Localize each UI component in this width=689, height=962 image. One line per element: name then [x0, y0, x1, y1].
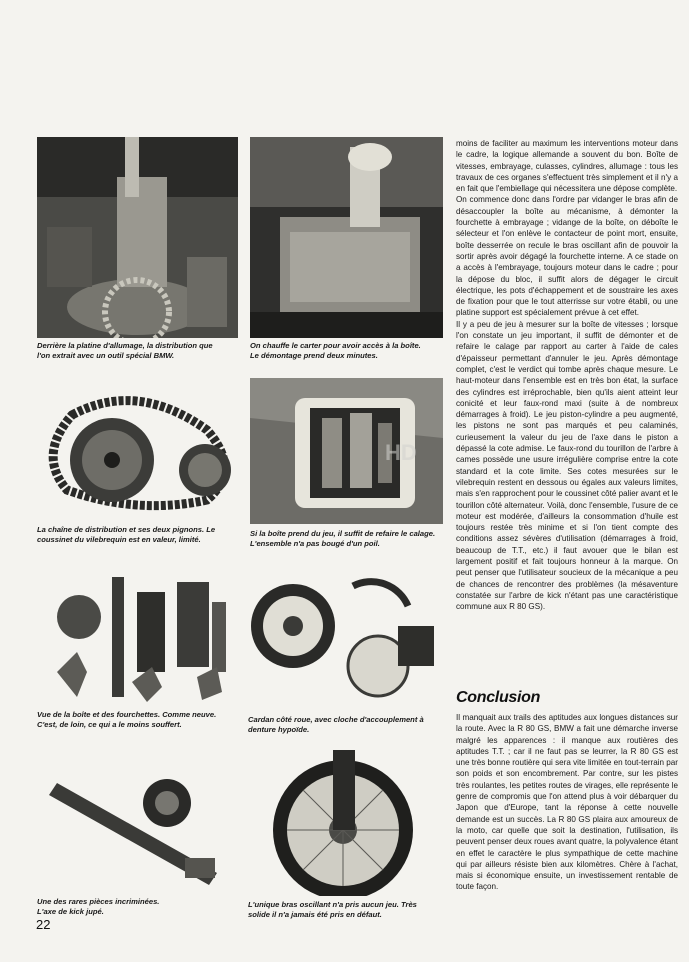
caption-line: Le démontage prend deux minutes. — [250, 350, 378, 360]
caption-timing-chain — [37, 525, 215, 544]
caption-distribution-tool — [37, 341, 213, 360]
article-paragraph: moins de faciliter au maximum les interventions moteur dans le cadre, la logique allemande a souvent du bon. Boîte de vitesses, embrayage, culasses, cylindres, allumage : tous les travaux de ces organes s'effectuent très simplement et il n'y a en fait que l'embiellage qui nécessitera une dépose complète. — [456, 139, 678, 194]
photo-kick-shaft — [37, 763, 238, 896]
caption-line: On chauffe le carter pour avoir accès à la boîte. — [250, 341, 421, 350]
photo-cardan — [248, 566, 443, 706]
photo-gearbox-shimming — [250, 378, 443, 524]
caption-line: Si la boîte prend du jeu, il suffit de refaire le calage. — [250, 529, 436, 538]
caption-gearbox-forks — [37, 710, 216, 729]
photo-cardan-image — [248, 566, 443, 706]
photo-timing-chain — [37, 375, 238, 521]
conclusion-heading: Conclusion — [456, 689, 541, 706]
caption-line: L'ensemble n'a pas bougé d'un poil. — [250, 538, 380, 548]
caption-kick-shaft — [37, 897, 159, 916]
article-paragraph: Il y a peu de jeu à mesurer sur la boîte de vitesses ; lorsque l'on constate un jeu important, il suffit de démonter et de refaire le calage par rapport au carter à l'aide de cales d'épaisseur permettant d'annuler le jeu. Après démontage complet, c'est le verdict qui tombe après chaque mesure. Le haut-moteur dans l'ensemble est en très bon état, la surface des cylindres est irréprochable, bien qu'ils aient atteint leur conicité et leur faux-rond maxi (suite à de nombreux démarrages à froid). Le jeu piston-cylindre a peu augmenté, les pistons ne sont pas marqués et peu calaminés, curieusement la valeur du jeu de l'axe dans le piston a dépassé la cote admise. Le faux-rond du tourillon de l'arbre à cames possède une usure irrégulière comprise entre la cote standard et la cote limite. Ses cotes mesurées sur le vilebrequin restent en dessous ou égales aux valeurs limites, mais s'en rapprochent pour le coussinet côté palier avant et le tourillon côté alternateur. Voilà, donc l'ensemble, l'usure de ce moteur est modérée, d'ailleurs la consommation d'huile est toujours restée très minime et si l'on tient compte des conditions assez sévères d'utilisation (démarrages à froid, beaucoup de T.T., etc.) il faut avouer que le bilan est largement positif et fait toujours honneur à la marque. On peut penser que l'utilisateur soucieux de la mécanique a peu de chances de rencontrer des problèmes (la mésaventure constatée sur l'arbre de kick n'étant pas une caractéristique commune aux R 80 GS). — [456, 319, 679, 612]
caption-line: C'est, de loin, ce qui a le moins souffert. — [37, 719, 182, 729]
caption-line: coussinet du vilebrequin est en valeur, limité. — [37, 534, 201, 544]
photo-kick-shaft-image — [37, 763, 238, 896]
caption-crankcase — [250, 341, 421, 360]
photo-distribution-tool-image — [37, 137, 238, 338]
caption-line: L'unique bras oscillant n'a pris aucun jeu. Très — [248, 900, 417, 909]
conclusion-paragraph: Il manquait aux trails des aptitudes aux longues distances sur la route. Avec la R 80 GS, BMW a fait une démarche inverse malgré les apparences : il manque aux routières des aptitudes T.T. ; car il ne faut pas se leurrer, la R 80 GS est une très bonne routière qui sera vite limitée en tout-terrain par son poids et son encombrement. Par contre, sur les pistes très roulantes, les petites routes de virages, elle représente le genre de compromis que l'on attend plus à voir débarquer du Japon que d'Europe, tant la réponse à cette nouvelle demande est un succès. La R 80 GS plaira aux amoureux de la moto, car quelle que soit la destination, l'utilisation, ils peuvent penser deux roues avant quatre, la polyvalence étant en effet le caractère le plus sympathique de cette machine qui par ailleurs résiste bien aux kilomètres. Chère à l'achat, mais si économique ensuite, un investissement rentable de toute façon. — [456, 713, 678, 892]
caption-line: La chaîne de distribution et ses deux pignons. Le — [37, 525, 216, 534]
photo-gearbox-forks — [37, 572, 238, 707]
article-column — [456, 138, 678, 612]
article-paragraph: On commence donc dans l'ordre par vidanger le bras afin de désaccoupler la boîte au mécanisme, à démonter la fourchette à embrayage ; vidange de la boîte, on déboîte le sélecteur et l'on enlève le contacteur de point mort, ensuite, boîte desserrée on recule le bras oscillant afin de pouvoir la sortir après avoir dégagé la fourchette interne. A ce stade on a accès à l'embrayage, toujours moteur dans le cadre ; pour la dépose du bloc, il suffit alors de dégager le circuit électrique, les pots d'échappement et de soustraire les axes de fixation pour que le tout atterrisse sur votre établi, ou une platine support est spécialement prévue à cet effet. — [456, 195, 678, 318]
caption-cardan — [248, 715, 424, 734]
page-number: 22 — [36, 917, 51, 932]
photo-crankcase-image — [250, 137, 443, 338]
caption-line: Une des rares pièces incriminées. — [37, 897, 160, 906]
watermark-hd: HD — [385, 440, 417, 465]
photo-swingarm-image — [248, 750, 443, 896]
photo-distribution-tool — [37, 137, 238, 338]
caption-line: solide il n'a jamais été pris en défaut. — [248, 909, 382, 919]
caption-line: Vue de la boîte et des fourchettes. Comme neuve. — [37, 710, 217, 719]
photo-gearbox-forks-image — [37, 572, 238, 707]
photo-timing-chain-image — [37, 375, 238, 521]
caption-gearbox-shimming — [250, 529, 435, 548]
caption-line: denture hypoïde. — [248, 724, 310, 734]
caption-line: Derrière la platine d'allumage, la distribution que — [37, 341, 213, 350]
photo-crankcase — [250, 137, 443, 338]
caption-line: l'on extrait avec un outil spécial BMW. — [37, 350, 175, 360]
caption-swingarm — [248, 900, 417, 919]
caption-line: Cardan côté roue, avec cloche d'accouplement à — [248, 715, 424, 724]
conclusion-column — [456, 712, 678, 893]
photo-swingarm — [248, 750, 443, 896]
caption-line: L'axe de kick jupé. — [37, 906, 104, 916]
